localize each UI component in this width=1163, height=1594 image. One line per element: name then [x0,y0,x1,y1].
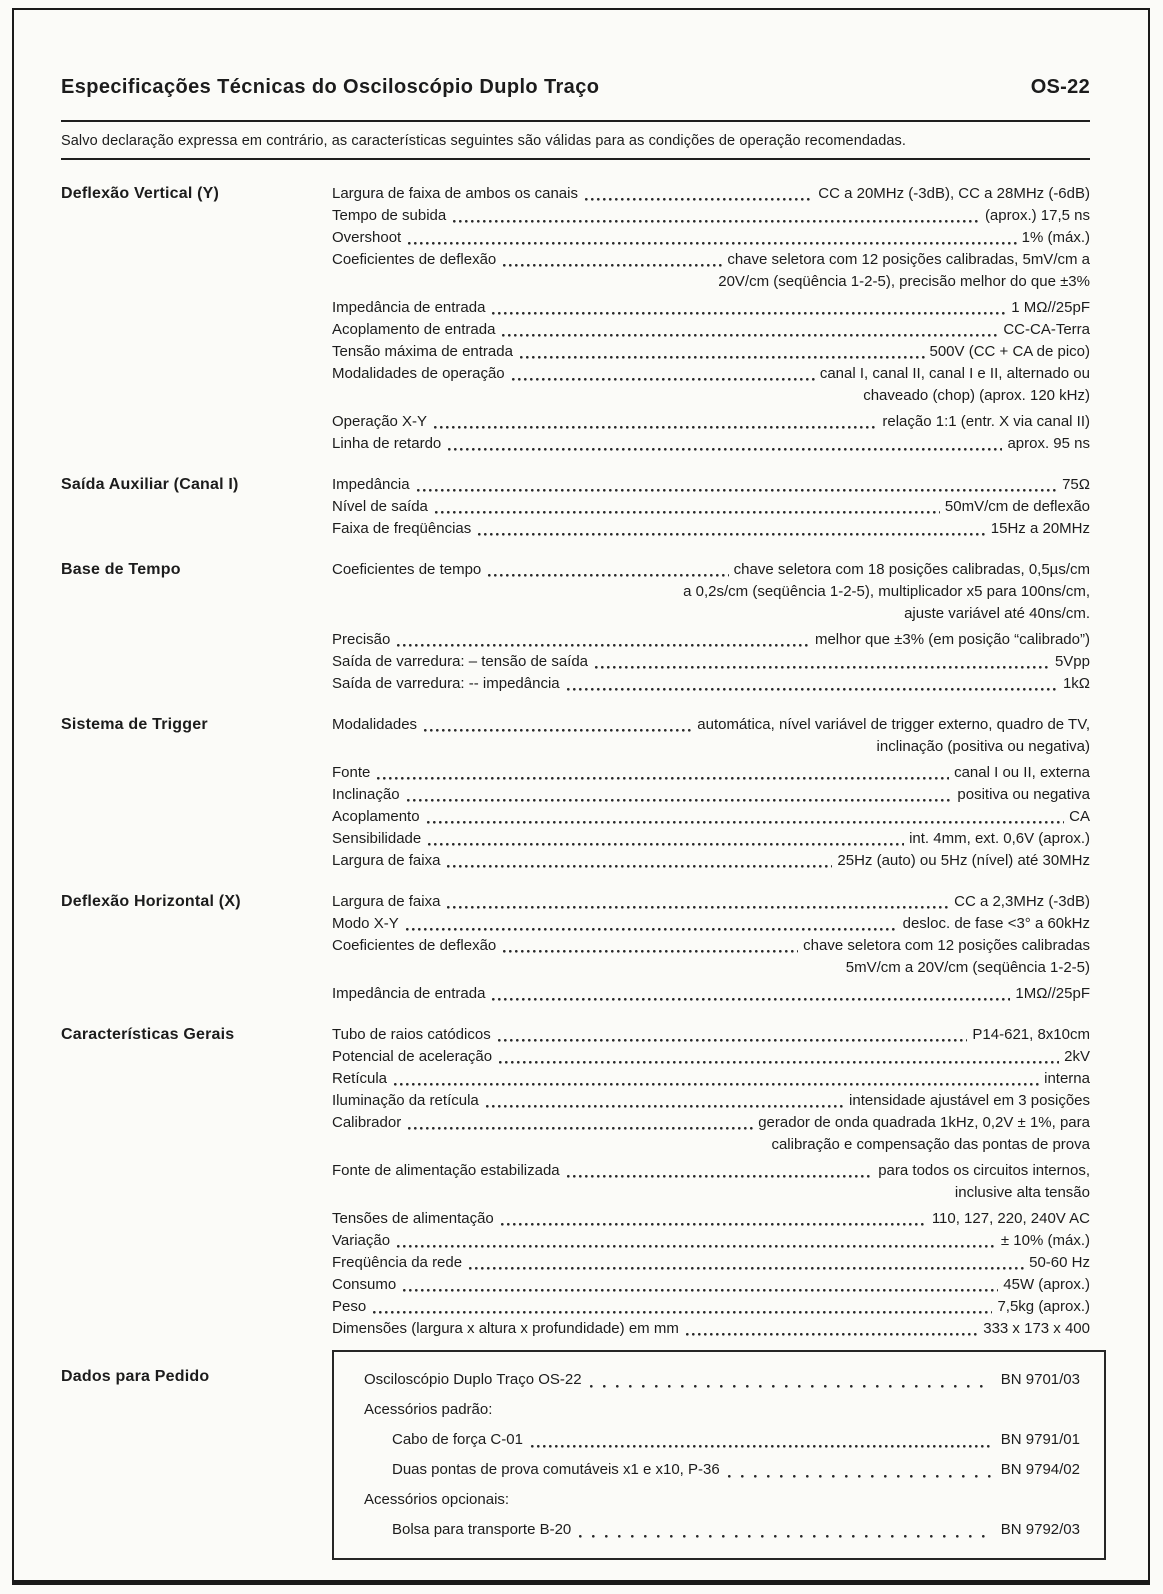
spec-line [332,341,1090,363]
order-item-label: Acessórios padrão: [364,1401,493,1418]
spec-label: Calibrador [332,1114,402,1131]
spec-line [392,1455,1080,1485]
spec-line [332,1230,1090,1252]
spec-line [332,935,1090,957]
page-title: Especificações Técnicas do Osciloscópio Duplo Traço [61,76,600,98]
spec-label: Tensão máxima de entrada [332,343,513,360]
spec-value: desloc. de fase <3° a 60kHz [902,915,1090,932]
spec-label: Largura de faixa [332,852,441,869]
section-heading: Base de Tempo [61,561,181,578]
spec-label: Coeficientes de deflexão [332,251,497,268]
dotted-leader-icon [408,1112,753,1134]
spec-value: intensidade ajustável em 3 posições [849,1092,1090,1109]
spec-label: Largura de faixa [332,893,441,910]
dotted-leader-icon [397,629,810,651]
order-box [332,1350,1106,1560]
section-heading: Dados para Pedido [61,1368,210,1385]
dotted-leader-icon [503,935,798,957]
spec-label: Dimensões (largura x altura x profundidade) em mm [332,1320,679,1337]
spec-label: Modalidades [332,716,418,733]
dotted-leader-icon [531,1425,993,1455]
spec-label: Variação [332,1232,391,1249]
dotted-leader-icon [478,518,986,540]
dotted-leader-icon [397,1230,996,1252]
dotted-leader-icon [585,183,813,205]
spec-row [332,1208,1090,1230]
dotted-leader-icon [394,1068,1039,1090]
spec-value: melhor que ±3% (em posição “calibrado”) [814,631,1090,648]
dotted-leader-icon [407,784,953,806]
dotted-leader-icon [417,474,1058,496]
dotted-leader-icon [579,1515,992,1545]
section-rows [332,474,1090,540]
spec-label: Consumo [332,1276,397,1293]
spec-row [332,559,1090,625]
spec-label: Acoplamento de entrada [332,321,496,338]
section-rows [332,559,1090,695]
spec-value: CC-CA-Terra [1003,321,1090,338]
section-rows [332,714,1090,872]
spec-label: Operação X-Y [332,413,428,430]
spec-row [332,341,1090,363]
spec-label: Faixa de freqüências [332,520,472,537]
page-content [14,10,1148,1560]
dotted-leader-icon [728,1455,993,1485]
spec-row [332,433,1090,455]
spec-line [332,183,1090,205]
spec-line [332,1296,1090,1318]
section-rows [332,183,1090,455]
spec-value: 5Vpp [1054,653,1090,670]
spec-section [61,891,1090,1005]
dotted-leader-icon [512,363,815,385]
spec-line [332,891,1090,913]
spec-label: Tempo de subida [332,207,447,224]
spec-value-continuation: inclusive alta tensão [954,1184,1090,1201]
dotted-leader-icon [492,983,1010,1005]
spec-label: Inclinação [332,786,400,803]
page-frame [12,8,1150,1585]
spec-line [332,714,1090,736]
spec-value: 50mV/cm de deflexão [944,498,1090,515]
spec-value: 50-60 Hz [1029,1254,1090,1271]
dotted-leader-icon [408,227,1016,249]
spec-label: Impedância [332,476,410,493]
spec-value: 75Ω [1062,476,1090,493]
spec-line [332,411,1090,433]
spec-label: Acoplamento [332,808,420,825]
dotted-leader-icon [434,411,877,433]
spec-value: interna [1044,1070,1090,1087]
spec-row [332,1046,1090,1068]
dotted-leader-icon [492,297,1006,319]
dotted-leader-icon [567,673,1058,695]
spec-row [332,1024,1090,1046]
section-rows [332,891,1090,1005]
spec-row [332,784,1090,806]
spec-label: Modalidades de operação [332,365,505,382]
spec-value: 1% (máx.) [1021,229,1090,246]
dotted-leader-icon [590,1365,993,1395]
spec-value-continuation: 20V/cm (seqüência 1-2-5), precisão melhor do que ±3% [718,273,1090,290]
order-item-label: Osciloscópio Duplo Traço OS-22 [364,1371,582,1388]
dotted-leader-icon [499,1046,1059,1068]
spec-line [364,1395,1080,1425]
conditions-note: Salvo declaração expressa em contrário, as características seguintes são válidas para as condições de operação recomendadas. [61,133,906,149]
spec-label: Precisão [332,631,391,648]
spec-label: Fonte de alimentação estabilizada [332,1162,560,1179]
spec-value-continuation: a 0,2s/cm (seqüência 1-2-5), multiplicador x5 para 100ns/cm, [683,583,1090,600]
divider-top [61,120,1090,122]
spec-row [332,319,1090,341]
dotted-leader-icon [469,1252,1024,1274]
spec-label: Sensibilidade [332,830,422,847]
order-row [364,1425,1080,1455]
spec-section [61,559,1090,695]
dotted-leader-icon [520,341,925,363]
order-item-label: Duas pontas de prova comutáveis x1 e x10, P-36 [392,1461,720,1478]
spec-label: Coeficientes de tempo [332,561,482,578]
section-heading: Deflexão Horizontal (X) [61,893,241,910]
spec-value: 2kV [1064,1048,1090,1065]
spec-row [332,1112,1090,1156]
spec-row [332,1230,1090,1252]
section-heading: Deflexão Vertical (Y) [61,185,220,202]
spec-line [364,1365,1080,1395]
spec-value: gerador de onda quadrada 1kHz, 0,2V ± 1%, para [758,1114,1090,1131]
spec-label: Impedância de entrada [332,985,486,1002]
spec-value: aprox. 95 ns [1007,435,1090,452]
spec-value: P14-621, 8x10cm [972,1026,1090,1043]
order-row [364,1515,1080,1545]
order-row [364,1395,1080,1425]
spec-value: 1 MΩ//25pF [1011,299,1090,316]
spec-value: chave seletora com 12 posições calibradas [803,937,1090,954]
spec-label: Coeficientes de deflexão [332,937,497,954]
spec-line [332,784,1090,806]
spec-value: para todos os circuitos internos, [878,1162,1090,1179]
spec-value: 500V (CC + CA de pico) [929,343,1090,360]
dotted-leader-icon [427,806,1065,828]
spec-label: Peso [332,1298,367,1315]
dotted-leader-icon [377,762,949,784]
spec-value-continuation: ajuste variável até 40ns/cm. [904,605,1090,622]
spec-label: Saída de varredura: -- impedância [332,675,560,692]
spec-row [332,1296,1090,1318]
spec-value: canal I, canal II, canal I e II, alternado ou [819,365,1090,382]
spec-row [332,673,1090,695]
dotted-leader-icon [502,319,998,341]
spec-row [332,518,1090,540]
spec-row [332,1318,1090,1340]
spec-section [61,714,1090,872]
spec-label: Tensões de alimentação [332,1210,494,1227]
spec-section [61,474,1090,540]
spec-value: 1kΩ [1062,675,1090,692]
spec-line [332,227,1090,249]
spec-line [332,297,1090,319]
section-heading: Sistema de Trigger [61,716,208,733]
spec-row [332,474,1090,496]
spec-label: Largura de faixa de ambos os canais [332,185,578,202]
order-code: BN 9792/03 [1000,1521,1080,1538]
spec-row [332,363,1090,407]
spec-row [332,227,1090,249]
dotted-leader-icon [503,249,722,271]
dotted-leader-icon [447,891,949,913]
spec-label: Fonte [332,764,371,781]
spec-value: 1MΩ//25pF [1015,985,1090,1002]
spec-line [332,559,1090,581]
spec-value: 45W (aprox.) [1003,1276,1090,1293]
spec-line [332,651,1090,673]
order-code: BN 9701/03 [1000,1371,1080,1388]
spec-value: relação 1:1 (entr. X via canal II) [882,413,1090,430]
dotted-leader-icon [447,850,832,872]
section-rows [332,1024,1090,1340]
spec-label: Tubo de raios catódicos [332,1026,491,1043]
order-row [364,1365,1080,1395]
order-code: BN 9794/02 [1000,1461,1080,1478]
spec-line [332,1274,1090,1296]
spec-row [332,983,1090,1005]
order-item-label: Acessórios opcionais: [364,1491,510,1508]
spec-section [61,183,1090,455]
spec-label: Saída de varredura: – tensão de saída [332,653,589,670]
spec-line [332,474,1090,496]
spec-line [332,983,1090,1005]
spec-row [332,828,1090,850]
spec-line [332,1252,1090,1274]
spec-value: CC a 2,3MHz (-3dB) [954,893,1090,910]
spec-value: positiva ou negativa [957,786,1090,803]
spec-label: Iluminação da retícula [332,1092,479,1109]
spec-label: Impedância de entrada [332,299,486,316]
spec-value: 25Hz (auto) ou 5Hz (nível) até 30MHz [837,852,1090,869]
spec-section [61,1024,1090,1340]
spec-value: CA [1069,808,1090,825]
dotted-leader-icon [686,1318,978,1340]
spec-label: Freqüência da rede [332,1254,463,1271]
spec-value: chave seletora com 12 posições calibradas, 5mV/cm a [727,251,1090,268]
spec-row [332,183,1090,205]
spec-value-continuation: 5mV/cm a 20V/cm (seqüência 1-2-5) [845,959,1090,976]
spec-line [332,433,1090,455]
header [61,76,1090,99]
dotted-leader-icon [406,913,898,935]
spec-label: Potencial de aceleração [332,1048,493,1065]
dotted-leader-icon [488,559,728,581]
section-heading: Características Gerais [61,1026,235,1043]
spec-line [332,1318,1090,1340]
spec-row [332,913,1090,935]
spec-value: (aprox.) 17,5 ns [984,207,1090,224]
spec-line [332,1112,1090,1134]
spec-line [332,205,1090,227]
spec-sections [61,183,1090,1340]
order-row [364,1455,1080,1485]
dotted-leader-icon [498,1024,968,1046]
spec-row [332,714,1090,758]
spec-line [332,249,1090,271]
spec-line [332,319,1090,341]
spec-line [332,828,1090,850]
order-rows [332,1350,1090,1560]
spec-label: Modo X-Y [332,915,399,932]
spec-line [364,1485,1080,1515]
spec-label: Nível de saída [332,498,428,515]
spec-line [332,1090,1090,1112]
spec-row [332,1090,1090,1112]
spec-row [332,629,1090,651]
section-heading: Saída Auxiliar (Canal I) [61,476,239,493]
spec-value: automática, nível variável de trigger externo, quadro de TV, [697,716,1090,733]
spec-value: 7,5kg (aprox.) [997,1298,1090,1315]
dotted-leader-icon [373,1296,992,1318]
spec-label: Retícula [332,1070,388,1087]
spec-row [332,806,1090,828]
spec-row [332,1068,1090,1090]
order-row [364,1485,1080,1515]
spec-value: CC a 20MHz (-3dB), CC a 28MHz (-6dB) [818,185,1090,202]
spec-value: 110, 127, 220, 240V AC [931,1210,1090,1227]
spec-value: ± 10% (máx.) [1000,1232,1090,1249]
divider-under-note [61,158,1090,160]
spec-row [332,249,1090,293]
spec-line [332,762,1090,784]
spec-line [332,850,1090,872]
spec-value: canal I ou II, externa [954,764,1090,781]
spec-line [332,518,1090,540]
spec-label: Overshoot [332,229,402,246]
spec-row [332,1160,1090,1204]
order-item-label: Cabo de força C-01 [392,1431,523,1448]
order-item-label: Bolsa para transporte B-20 [392,1521,572,1538]
spec-line [332,496,1090,518]
spec-row [332,496,1090,518]
spec-row [332,1252,1090,1274]
spec-value-continuation: chaveado (chop) (aprox. 120 kHz) [863,387,1090,404]
spec-line [332,1046,1090,1068]
spec-value: 15Hz a 20MHz [990,520,1090,537]
spec-row [332,891,1090,913]
spec-row [332,850,1090,872]
spec-value: chave seletora com 18 posições calibradas, 0,5µs/cm [733,561,1090,578]
model-number: OS-22 [1030,76,1090,98]
order-section [61,1350,1090,1560]
dotted-leader-icon [435,496,940,518]
spec-line [332,1208,1090,1230]
order-code: BN 9791/01 [1000,1431,1080,1448]
spec-line [332,629,1090,651]
spec-line [332,1068,1090,1090]
dotted-leader-icon [567,1160,874,1182]
spec-row [332,297,1090,319]
dotted-leader-icon [448,433,1002,455]
spec-value: 333 x 173 x 400 [983,1320,1090,1337]
dotted-leader-icon [501,1208,927,1230]
dotted-leader-icon [403,1274,998,1296]
spec-row [332,762,1090,784]
spec-row [332,651,1090,673]
dotted-leader-icon [486,1090,844,1112]
spec-line [392,1425,1080,1455]
spec-value-continuation: inclinação (positiva ou negativa) [876,738,1090,755]
spec-row [332,1274,1090,1296]
dotted-leader-icon [453,205,980,227]
dotted-leader-icon [428,828,904,850]
spec-row [332,205,1090,227]
spec-line [392,1515,1080,1545]
spec-line [332,806,1090,828]
spec-line [332,1024,1090,1046]
spec-line [332,363,1090,385]
spec-value-continuation: calibração e compensação das pontas de prova [771,1136,1090,1153]
spec-label: Linha de retardo [332,435,442,452]
spec-line [332,673,1090,695]
dotted-leader-icon [595,651,1050,673]
spec-row [332,935,1090,979]
dotted-leader-icon [424,714,692,736]
spec-line [332,1160,1090,1182]
spec-row [332,411,1090,433]
spec-line [332,913,1090,935]
spec-value: int. 4mm, ext. 0,6V (aprox.) [909,830,1090,847]
